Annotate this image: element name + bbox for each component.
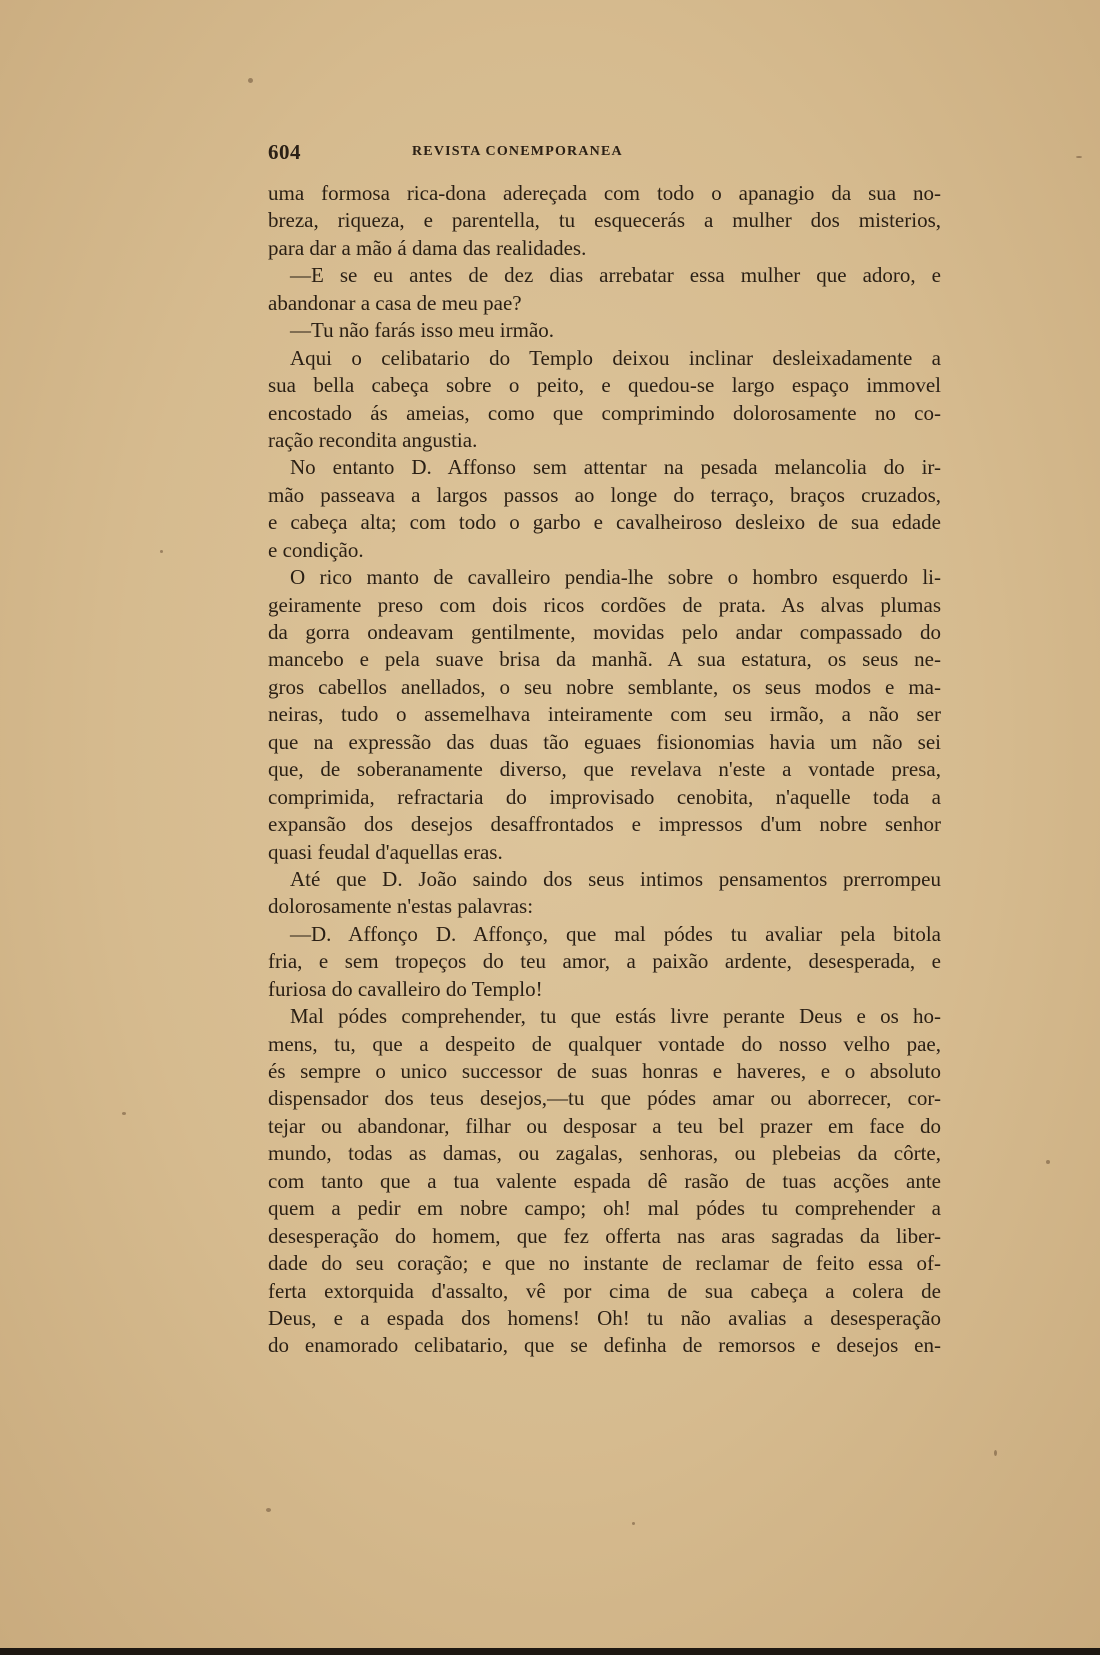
text-line: encostado ás ameias, como que comprimindo dolorosamente no co- <box>268 400 941 425</box>
page-edge <box>0 1648 1100 1655</box>
text-line: gros cabellos anellados, o seu nobre semblante, os seus modos e ma- <box>268 674 941 699</box>
text-line: fria, e sem tropeços do teu amor, a paixão ardente, desesperada, e <box>268 949 941 974</box>
text-line: que na expressão das duas tão eguaes fisionomias havia um não sei <box>268 729 941 754</box>
text-line: ração recondita angustia. <box>268 427 478 452</box>
text-line: —Tu não farás isso meu irmão. <box>290 318 555 343</box>
text-line: quasi feudal d'aquellas eras. <box>268 839 503 864</box>
paper-speck <box>160 550 163 553</box>
text-line: tejar ou abandonar, filhar ou desposar a teu bel prazer em face do <box>268 1113 941 1138</box>
paper-speck <box>266 1508 271 1512</box>
running-head <box>268 140 713 170</box>
text-line: quem a pedir em nobre campo; oh! mal pódes tu comprehender a <box>268 1196 941 1221</box>
text-line: ferta extorquida d'assalto, vê por cima de sua cabeça a colera de <box>268 1278 941 1303</box>
text-line: desesperação do homem, que fez offerta nas aras sagradas da liber- <box>268 1223 941 1248</box>
text-line: da gorra ondeavam gentilmente, movidas pelo andar compassado do <box>268 620 941 644</box>
text-line: Até que D. João saindo dos seus intimos pensamentos prerrompeu <box>290 866 941 891</box>
text-line: do enamorado celibatario, que se definha de remorsos e desejos en- <box>268 1333 941 1358</box>
paper-speck <box>248 78 253 83</box>
text-line: comprimida, refractaria do improvisado cenobita, n'aquelle toda a <box>268 784 941 809</box>
text-line: Aqui o celibatario do Templo deixou inclinar desleixadamente a <box>290 345 941 370</box>
text-line: com tanto que a tua valente espada dê rasão de tuas acções ante <box>268 1168 941 1193</box>
text-line: e condição. <box>268 537 364 562</box>
text-line: furiosa do cavalleiro do Templo! <box>268 976 543 1001</box>
paper-speck <box>1046 1160 1050 1164</box>
body-text <box>268 180 941 1360</box>
text-line: No entanto D. Affonso sem attentar na pesada melancolia do ir- <box>290 455 941 480</box>
text-line: e cabeça alta; com todo o garbo e cavalheiroso desleixo de sua edade <box>268 510 941 535</box>
text-line: —E se eu antes de dez dias arrebatar essa mulher que adoro, e <box>290 263 941 288</box>
paper-speck <box>994 1450 997 1456</box>
page-number: 604 <box>268 140 301 164</box>
text-line: abandonar a casa de meu pae? <box>268 290 522 315</box>
text-line: Deus, e a espada dos homens! Oh! tu não avalias a desesperação <box>268 1305 941 1330</box>
paper-speck <box>122 1112 126 1115</box>
text-line: sua bella cabeça sobre o peito, e quedou-se largo espaço immovel <box>268 373 941 398</box>
text-line: —D. Affonço D. Affonço, que mal pódes tu avaliar pela bitola <box>290 921 941 946</box>
paper-speck <box>1076 156 1082 158</box>
text-line: mundo, todas as damas, ou zagalas, senhoras, ou plebeias da côrte, <box>268 1141 941 1166</box>
text-line: és sempre o unico successor de suas honras e haveres, e o absoluto <box>268 1059 941 1083</box>
text-line: dispensador dos teus desejos,—tu que pódes amar ou aborrecer, cor- <box>268 1086 941 1111</box>
text-line: dolorosamente n'estas palavras: <box>268 894 534 919</box>
text-line: para dar a mão á dama das realidades. <box>268 235 587 260</box>
paper-speck <box>632 1522 635 1525</box>
text-line: mão passeava a largos passos ao longe do terraço, braços cruzados, <box>268 482 941 507</box>
text-line: breza, riqueza, e parentella, tu esquecerás a mulher dos misterios, <box>268 208 941 233</box>
text-line: que, de soberanamente diverso, que revelava n'este a vontade presa, <box>268 757 941 782</box>
text-line: Mal pódes comprehender, tu que estás livre perante Deus e os ho- <box>290 1004 941 1029</box>
text-line: neiras, tudo o assemelhava inteiramente com seu irmão, a não ser <box>268 702 941 727</box>
text-line: dade do seu coração; e que no instante de reclamar de feito essa of- <box>268 1251 941 1276</box>
text-line: O rico manto de cavalleiro pendia-lhe sobre o hombro esquerdo li- <box>290 565 941 590</box>
text-line: expansão dos desejos desaffrontados e impressos d'um nobre senhor <box>268 812 941 837</box>
journal-title: REVISTA CONEMPORANEA <box>412 144 623 159</box>
text-line: uma formosa rica-dona adereçada com todo o apanagio da sua no- <box>268 181 941 205</box>
text-line: mancebo e pela suave brisa da manhã. A sua estatura, os seus ne- <box>268 647 941 672</box>
text-line: mens, tu, que a despeito de qualquer vontade do nosso velho pae, <box>268 1031 941 1056</box>
text-line: geiramente preso com dois ricos cordões de prata. As alvas plumas <box>268 592 941 617</box>
